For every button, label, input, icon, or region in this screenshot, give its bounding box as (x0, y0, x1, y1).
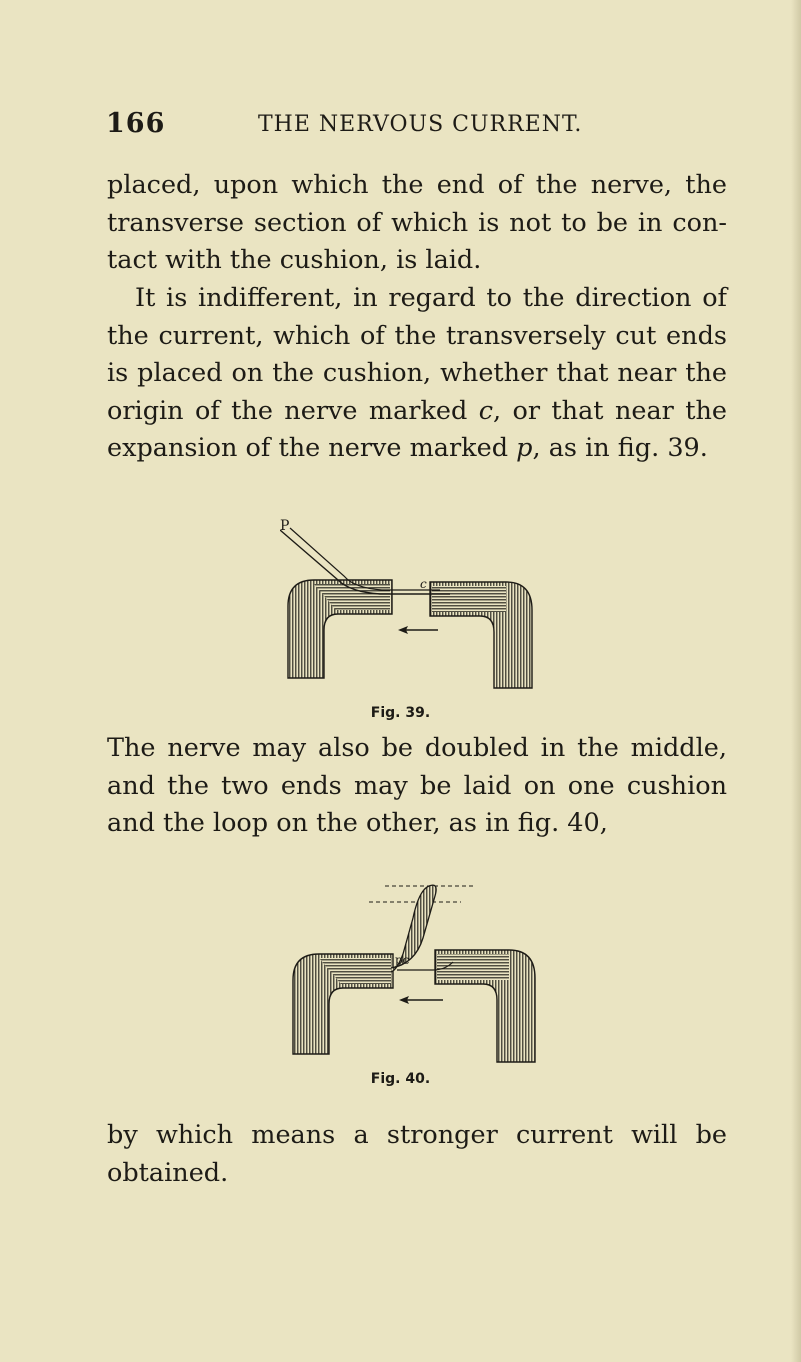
paragraph-3: The nerve may also be doubled in the middle, and the two ends may be laid on one cushion and the loop on the other, as in fig. 40, (107, 733, 727, 838)
paragraph-2 (107, 280, 727, 468)
paragraph-2-text-a: It is indifferent, in regard to the direction of the current, which of the transversely cut ends is placed on the cushion, whether that near the origin of the nerve marked (107, 283, 727, 426)
current-arrow (398, 626, 438, 634)
figure-39-illustration (280, 518, 540, 693)
paragraph-1: placed, upon which the end of the nerve, the transverse section of which is not to be in con- tact with the cushion, is laid. (107, 170, 727, 275)
figure-39-label-c: c (420, 577, 427, 591)
figure-39-label-p: P (280, 518, 290, 534)
figure-40-illustration (285, 878, 540, 1068)
left-cushion (288, 580, 392, 678)
figure-40-caption: Fig. 40. (370, 1071, 431, 1087)
right-cushion (430, 582, 532, 688)
page-number: 166 (106, 108, 166, 139)
right-cushion (435, 950, 535, 1062)
current-arrow (399, 996, 443, 1004)
paragraph-2-italic-p: p (516, 433, 533, 463)
page-edge-shadow (791, 0, 801, 1362)
figure-39-caption: Fig. 39. (370, 705, 431, 721)
paragraph-2-text-end: , as in fig. 39. (532, 433, 708, 463)
left-cushion (293, 954, 393, 1054)
paragraph-4: by which means a stronger current will be obtained. (107, 1120, 727, 1188)
page-header (0, 108, 801, 148)
paragraph-2-text-b: , or that near the expansion of the nerve marked (107, 395, 727, 463)
figure-40-label-pc: pc (395, 953, 410, 967)
running-head: THE NERVOUS CURRENT. (258, 112, 583, 137)
paragraph-2-italic-c: c (478, 395, 494, 426)
